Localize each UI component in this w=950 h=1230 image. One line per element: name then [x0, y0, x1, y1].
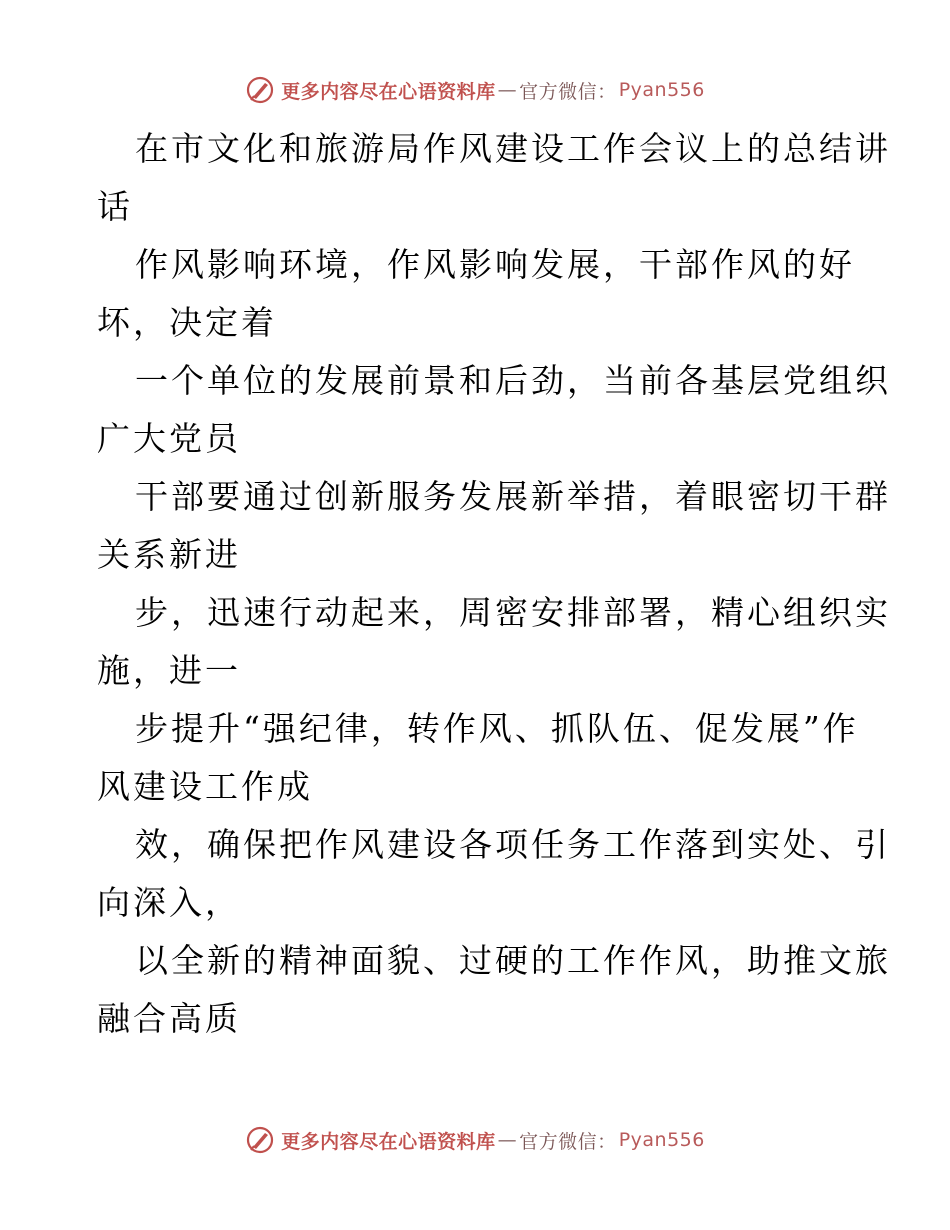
text-line: 步提升“强纪律，转作风、抓队伍、促发展”作: [135, 709, 859, 748]
text-line: 干部要通过创新服务发展新举措，着眼密切干群: [135, 477, 891, 516]
text-line: 以全新的精神面貌、过硬的工作作风，助推文旅: [135, 941, 891, 980]
text-line: 坏，决定着: [97, 303, 277, 342]
watermark-dash: —: [497, 79, 518, 101]
watermark-id: Pyan556: [618, 1129, 705, 1151]
text-line: 步，迅速行动起来，周密安排部署，精心组织实: [135, 593, 891, 632]
text-line: 关系新进: [97, 535, 241, 574]
text-line: 在市文化和旅游局作风建设工作会议上的总结讲: [135, 129, 891, 168]
watermark-brand: 更多内容尽在心语资料库: [281, 1130, 496, 1153]
text-line: 风建设工作成: [97, 767, 313, 806]
text-line: 广大党员: [97, 419, 241, 458]
text-line: 融合高质: [97, 999, 241, 1038]
text-line: 作风影响环境，作风影响发展，干部作风的好: [135, 245, 855, 284]
quill-logo-icon: [245, 75, 275, 105]
watermark-brand: 更多内容尽在心语资料库: [281, 80, 496, 103]
text-line: 话: [97, 187, 133, 226]
watermark-id: Pyan556: [618, 79, 705, 101]
watermark-label: 官方微信：: [519, 1130, 617, 1153]
quill-logo-icon: [245, 1125, 275, 1155]
watermark-dash: —: [497, 1129, 518, 1151]
text-line: 一个单位的发展前景和后劲，当前各基层党组织: [135, 361, 891, 400]
watermark-label: 官方微信：: [519, 80, 617, 103]
footer-watermark: [0, 1120, 950, 1160]
header-watermark: [0, 70, 950, 110]
text-line: 施，进一: [97, 651, 241, 690]
text-line: 向深入，: [97, 883, 241, 922]
document-body: [97, 120, 891, 1048]
text-line: 效，确保把作风建设各项任务工作落到实处、引: [135, 825, 891, 864]
